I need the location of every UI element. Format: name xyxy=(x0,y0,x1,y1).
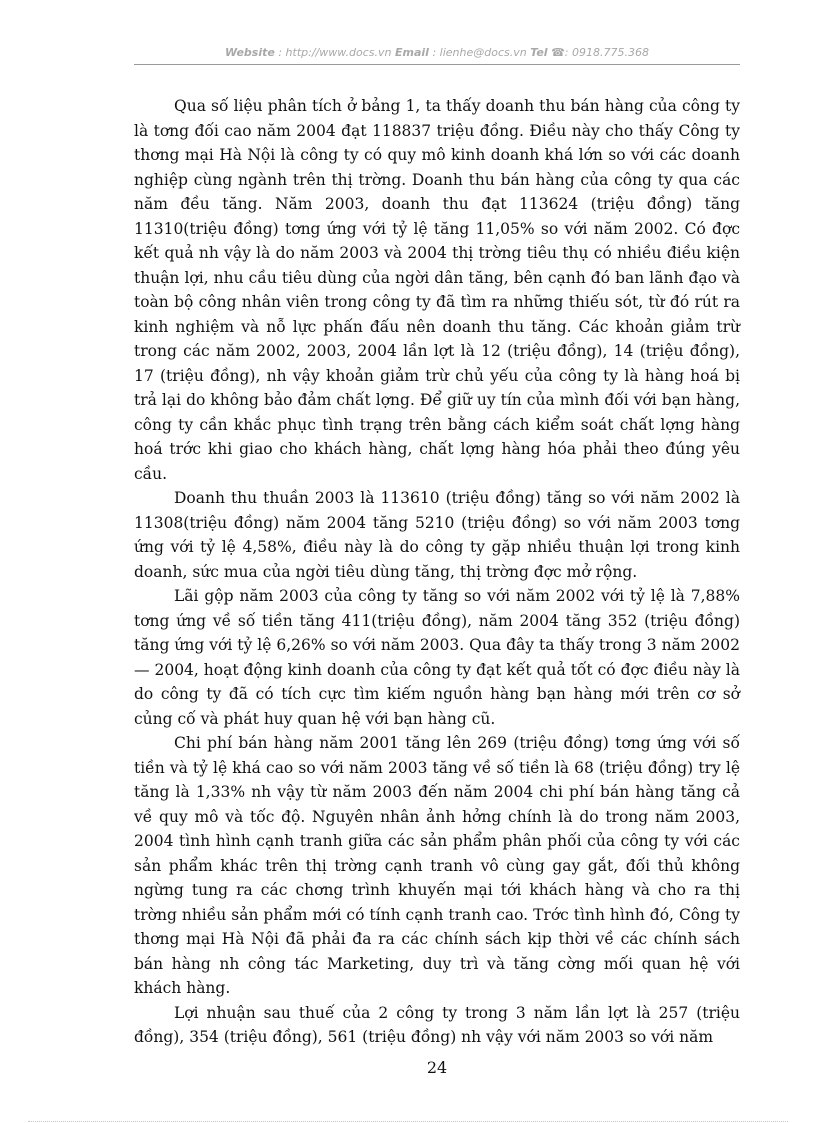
paragraph: Chi phí bán hàng năm 2001 tăng lên 269 (triệu đồng) tơng ứng với số tiền và tỷ lệ khá cao so với năm 2003 tăng về số tiền là 68 (triệu đồng) try lệ tăng là 1,33% nh vậy từ năm 2003 đến năm 2004 chi phí bán hàng tăng cả về quy mô và tốc độ. Nguyên nhân ảnh hởng chính là do trong năm 2003, 2004 tình hình cạnh tranh giữa các sản phẩm phân phối của công ty với các sản phẩm khác trên thị trờng cạnh tranh vô cùng gay gắt, đối thủ không ngừng tung ra các chơng trình khuyến mại tới khách hàng và cho ra thị trờng nhiều sản phẩm mới có tính cạnh tranh cao. Trớc tình hình đó, Công ty thơng mại Hà Nội đã phải đa ra các chính sách kịp thời về các chính sách bán hàng nh công tác Marketing, duy trì và tăng cờng mối quan hệ với khách hàng. xyxy=(134,734,740,997)
header-email-label: Email xyxy=(395,46,429,59)
body-text xyxy=(134,94,740,1050)
header-email-value: : lienhe@docs.vn xyxy=(432,46,527,59)
phone-icon: ☎ xyxy=(551,46,565,59)
paragraph: Doanh thu thuần 2003 là 113610 (triệu đồng) tăng so với năm 2002 là 11308(triệu đồng) năm 2004 tăng 5210 (triệu đồng) so với năm 2003 tơng ứng với tỷ lệ 4,58%, điều này là do công ty gặp nhiều thuận lợi trong kinh doanh, sức mua của ngời tiêu dùng tăng, thị trờng đợc mở rộng. xyxy=(134,489,740,581)
paragraph: Qua số liệu phân tích ở bảng 1, ta thấy doanh thu bán hàng của công ty là tơng đối cao năm 2004 đạt 118837 triệu đồng. Điều này cho thấy Công ty thơng mại Hà Nội là công ty có quy mô kinh doanh khá lớn so với các doanh nghiệp cùng ngành trên thị trờng. Doanh thu bán hàng của công ty qua các năm đều tăng. Năm 2003, doanh thu đạt 113624 (triệu đồng) tăng 11310(triệu đồng) tơng ứng với tỷ lệ tăng 11,05% so với năm 2002. Có đợc kết quả nh vậy là do năm 2003 và 2004 thị trờng tiêu thụ có nhiều điều kiện thuận lợi, nhu cầu tiêu dùng của ngời dân tăng, bên cạnh đó ban lãnh đạo và toàn bộ công nhân viên trong công ty đã tìm ra những thiếu sót, từ đó rút ra kinh nghiệm và nỗ lực phấn đấu nên doanh thu tăng. Các khoản giảm trừ trong các năm 2002, 2003, 2004 lần lợt là 12 (triệu đồng), 14 (triệu đồng), 17 (triệu đồng), nh vậy khoản giảm trừ chủ yếu của công ty là hàng hoá bị trả lại do không bảo đảm chất lợng. Để giữ uy tín của mình đối với bạn hàng, công ty cần khắc phục tình trạng trên bằng cách kiểm soát chất lợng hàng hoá trớc khi giao cho khách hàng, chất lợng hàng hóa phải theo đúng yêu cầu. xyxy=(134,97,740,483)
page-bottom-border xyxy=(28,1121,788,1122)
header-divider xyxy=(134,64,740,65)
page-header xyxy=(134,46,740,59)
header-website-label: Website xyxy=(225,46,275,59)
header-website-value: : http://www.docs.vn xyxy=(278,46,392,59)
paragraph: Lợi nhuận sau thuế của 2 công ty trong 3 năm lần lợt là 257 (triệu đồng), 354 (triệu đồng), 561 (triệu đồng) nh vậy với năm 2003 so với năm xyxy=(134,1003,740,1046)
header-tel-label: Tel xyxy=(530,46,548,59)
page-number: 24 xyxy=(426,1058,448,1077)
header-tel-value: : 0918.775.368 xyxy=(564,46,649,59)
paragraph: Lãi gộp năm 2003 của công ty tăng so với năm 2002 với tỷ lệ là 7,88% tơng ứng về số tiền tăng 411(triệu đồng), năm 2004 tăng 352 (triệu đồng) tăng ứng với tỷ lệ 6,26% so với năm 2003. Qua đây ta thấy trong 3 năm 2002 — 2004, hoạt động kinh doanh của công ty đạt kết quả tốt có đợc điều này là do công ty đã có tích cực tìm kiếm nguồn hàng bạn hàng mới trên cơ sở củng cố và phát huy quan hệ với bạn hàng cũ. xyxy=(134,587,740,728)
